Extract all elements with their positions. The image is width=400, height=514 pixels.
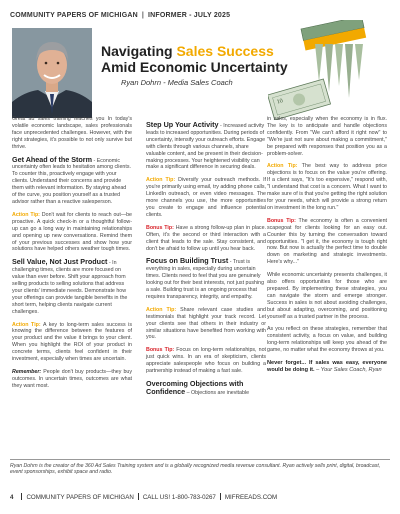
article-author: Ryan Dohrn - Media Sales Coach xyxy=(121,78,233,87)
article-column-1: Great ad sales training teaches you In today's volatile economic landscape, sales professionals face unprecedented challenges. However, with the right strategies, it's possible to not only survive but thrive. Get Ahead of the Storm - Economic uncertainty often leads to hesitation among clients. To counter this, proactively engage with your clients. Understand their concerns and provide them with relevant information. By staying ahead of the curve, you position yourself as a trusted advisor rather than a reactive salesperson. Action Tip: Don't wait for clients to reach out—be proactive. A quick check-in or a thoughtful follow-up can go a long way in maintaining relationships and opening up new conversations. Remind them of your previous successes and show how your solutions have helped others weather tough times. Sell Value, Not Just Product - In challenging times, clients are more focused on value than ever before. Shift your approach from selling products to selling solutions that address your clients' immediate needs. Demonstrate how your offerings can provide tangible benefits in the short term, helping clients navigate current challenges. Action Tip: A key to long-term sales success is knowing the difference between the features of your product and the value it brings to your client. When you highlight the ROI of your product in concrete terms, clients feel confident in their investment, especially when times are uncertain. Remember: People don't buy products—they buy outcomes. In uncertain times, outcomes are what they want most. xyxy=(12,116,133,389)
paragraph: While economic uncertainty presents challenges, it also offers opportunities for those who are prepared. By implementing these strategies, you can navigate the storm and emerge stronger. Success in sales is not about avoiding challenges, but about adapting, overcoming, and positioning yourself as a trusted partner in the process. xyxy=(267,272,387,320)
article-column-3 xyxy=(267,116,387,380)
bonus-tip: Bonus Tip: Focus on long-term relationships, not just quick wins. In an era of skepticism, clients appreciate salespeople who focus on building a partnership instead of making a fast sale. xyxy=(146,347,266,375)
pull-quote: Never forget... If sales was easy, everyone would be doing it. – Your Sales Coach, Ryan xyxy=(267,360,387,373)
masthead: COMMUNITY PAPERS OF MICHIGAN | INFORMER - JULY 2025 xyxy=(10,12,231,19)
svg-text:10: 10 xyxy=(276,98,284,106)
author-photo xyxy=(12,28,92,118)
remember-note: Remember: People don't buy products—they buy outcomes. In uncertain times, outcomes are what they want most. xyxy=(12,369,132,389)
page-footer xyxy=(10,493,390,501)
action-tip: Action Tip: The best way to address price objections is to focus on the value you're offering. If a client says, "It's too expensive," respond with, "I understand that cost is a concern. What I want to make sure of is that you're getting the right solution for your needs, which will provide a strong return on investment in the long run." xyxy=(267,163,387,211)
page-number: 4 xyxy=(10,494,14,501)
action-tip: Action Tip: Don't wait for clients to reach out—be proactive. A quick check-in or a thoughtful follow-up can go a long way in maintaining relationships and opening up new conversations. Remind them of your previous successes and show how your solutions have helped others weather tough times. xyxy=(12,211,132,253)
section-heading: Get Ahead of the Storm xyxy=(12,154,92,164)
bonus-tip: Bonus Tip: Have a strong follow-up plan in place. Often, it's the second or third interaction with a client that leads to the sale. Stay consistent, and don't be afraid to follow up until you hear back. xyxy=(146,224,266,252)
footer-publication: COMMUNITY PAPERS OF MICHIGAN xyxy=(26,494,134,501)
section-heading: Focus on Building Trust xyxy=(146,256,229,266)
divider xyxy=(10,459,390,460)
bonus-tip: Bonus Tip: The economy is often a convenient scapegoat for clients looking for an easy out. Counter this by turning the conversation toward opportunities. "I get it, the economy is tough right now. But now is actually the perfect time to double down on marketing and strategic investments. Here's why..." xyxy=(267,217,388,266)
action-tip: Action Tip: Diversify your outreach methods. If you're primarily using email, try adding phone calls, LinkedIn outreach, or even video messages. The more channels you use, the more opportunities you create to engage and influence potential clients. xyxy=(146,177,267,218)
section-heading: Overcoming Objections with Confidence xyxy=(146,379,244,396)
article-title-line2: Amid Economic Uncertainty xyxy=(101,59,288,75)
masthead-publication: COMMUNITY PAPERS OF MICHIGAN xyxy=(10,12,138,19)
title-accent: Sales Success xyxy=(176,43,274,59)
action-tip: Action Tip: A key to long-term sales success is knowing the difference between the features of your product and the value it brings to your client. When you highlight the ROI of your product in concrete terms, clients feel confident in their investment, especially when times are uncertain. xyxy=(12,321,133,363)
author-bio: Ryan Dohrn is the creator of the 360 Ad Sales Training system and is a globally recognized media revenue consultant. Ryan actively sells print, digital, broadcast, event sponsorships, exhibit space and radio. xyxy=(10,463,381,476)
masthead-issue: INFORMER - JULY 2025 xyxy=(148,12,231,19)
footer-website: MIFREEADS.COM xyxy=(224,494,278,501)
paragraph: As you reflect on these strategies, remember that consistent activity, a focus on value, and building long-term relationships will keep you ahead of the game, no matter what the economy throws at you. xyxy=(267,326,387,354)
paragraph: in sales, especially when the economy is in flux. The key is to anticipate and handle objections confidently. From "We can't afford it right now" to "We're just not sure about making a commitment," be prepared with responses that position you as a problem-solver. xyxy=(267,116,387,157)
footer-phone: CALL US! 1-800-783-0267 xyxy=(142,494,216,501)
article-column-2: Step Up Your Activity - Increased activity leads to increased opportunities. During periods of uncertainty, intensify your outreach efforts. Engage with clients through various channels, share valuable content, and be present in their decision-making processes. Your heightened visibility can make a significant difference in securing deals. Action Tip: Diversify your outreach methods. If you're primarily using email, try adding phone calls, LinkedIn outreach, or even video messages. The more channels you use, the more opportunities you create to engage and influence potential clients. Bonus Tip: Have a strong follow-up plan in place. Often, it's the second or third interaction with a client that leads to the sale. Stay consistent, and don't be afraid to follow up until you hear back. Focus on Building Trust - Trust is everything in sales, especially during uncertain times. Clients need to feel that you are genuinely looking out for their best interests, not just pushing a sale. Building trust is an ongoing process that requires transparency, integrity, and empathy. Action Tip: Share relevant case studies and testimonials that highlight your track record. Let your clients see that others in their industry or similar situations have benefited from working with you. Bonus Tip: Focus on long-term relationships, not just quick wins. In an era of skepticism, clients appreciate salespeople who focus on building a partnership instead of making a fast sale. Overcoming Objections with Confidence – Objections are inevitable xyxy=(146,120,267,396)
action-tip: Action Tip: Share relevant case studies and testimonials that highlight your track record. Let your clients see that others in their industry or similar situations have benefited from working with you. xyxy=(146,306,266,341)
article-title: Navigating Sales Success xyxy=(101,43,274,59)
section-heading: Step Up Your Activity xyxy=(146,120,219,129)
section-heading: Sell Value, Not Just Product xyxy=(12,257,108,267)
paragraph: Great ad sales training teaches you In today's volatile economic landscape, sales professionals face unprecedented challenges. However, with the right strategies, it's possible to not only survive but thrive. xyxy=(12,116,132,150)
